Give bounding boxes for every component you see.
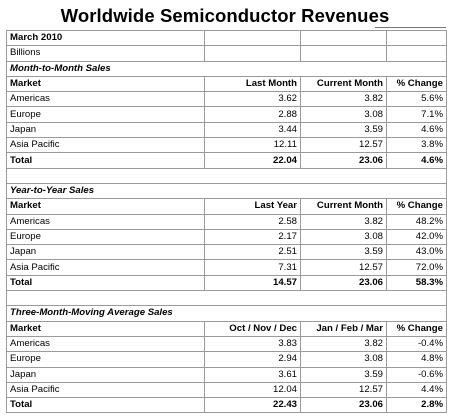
value-cell: 2.88: [205, 107, 301, 122]
total-row: [7, 153, 447, 168]
value-cell: 3.59: [301, 122, 387, 137]
market-cell: Japan: [7, 245, 205, 260]
column-header-row: [7, 76, 447, 91]
empty-cell: [301, 291, 387, 306]
section-heading: Three-Month-Moving Average Sales: [7, 306, 447, 321]
value-cell: 5.6%: [387, 92, 447, 107]
spacer-row: [7, 291, 447, 306]
section-heading-row: [7, 183, 447, 198]
table-row: [7, 92, 447, 107]
value-cell: 3.08: [301, 107, 387, 122]
value-cell: 2.58: [205, 214, 301, 229]
value-cell: 3.59: [301, 245, 387, 260]
value-cell: 4.4%: [387, 382, 447, 397]
spacer-row: [7, 168, 447, 183]
value-cell: 3.08: [301, 352, 387, 367]
units-cell: Billions: [7, 46, 205, 61]
section-heading-row: [7, 61, 447, 76]
total-value: 23.06: [301, 275, 387, 290]
value-cell: -0.6%: [387, 367, 447, 382]
value-cell: 3.82: [301, 336, 387, 351]
value-cell: 3.83: [205, 336, 301, 351]
market-cell: Asia Pacific: [7, 382, 205, 397]
empty-cell: [7, 291, 205, 306]
column-header: Market: [7, 76, 205, 91]
value-cell: 2.51: [205, 245, 301, 260]
value-cell: 4.6%: [387, 122, 447, 137]
table-row: [7, 336, 447, 351]
value-cell: 12.04: [205, 382, 301, 397]
value-cell: 42.0%: [387, 229, 447, 244]
market-cell: Americas: [7, 336, 205, 351]
empty-cell: [205, 168, 301, 183]
column-header: Current Month: [301, 76, 387, 91]
column-header: % Change: [387, 321, 447, 336]
value-cell: 3.61: [205, 367, 301, 382]
value-cell: 3.8%: [387, 138, 447, 153]
total-value: 14.57: [205, 275, 301, 290]
total-label: Total: [7, 275, 205, 290]
column-header: Last Year: [205, 199, 301, 214]
title-underline: [375, 27, 446, 28]
value-cell: 2.94: [205, 352, 301, 367]
value-cell: 4.8%: [387, 352, 447, 367]
market-cell: Japan: [7, 122, 205, 137]
section-heading-row: [7, 306, 447, 321]
value-cell: 3.82: [301, 92, 387, 107]
value-cell: 48.2%: [387, 214, 447, 229]
units-row: [7, 46, 447, 61]
market-cell: Europe: [7, 107, 205, 122]
column-header: Jan / Feb / Mar: [301, 321, 387, 336]
empty-cell: [387, 31, 447, 46]
value-cell: 12.57: [301, 138, 387, 153]
column-header: Last Month: [205, 76, 301, 91]
section-heading: Month-to-Month Sales: [7, 61, 447, 76]
empty-cell: [205, 46, 301, 61]
total-value: 58.3%: [387, 275, 447, 290]
value-cell: 72.0%: [387, 260, 447, 275]
total-value: 2.8%: [387, 398, 447, 413]
sheet-title: Worldwide Semiconductor Revenues: [60, 5, 390, 26]
column-header: Current Month: [301, 199, 387, 214]
empty-cell: [205, 291, 301, 306]
value-cell: 43.0%: [387, 245, 447, 260]
value-cell: 7.1%: [387, 107, 447, 122]
table-row: [7, 214, 447, 229]
table-row: [7, 122, 447, 137]
total-value: 4.6%: [387, 153, 447, 168]
revenue-table: [6, 30, 447, 413]
value-cell: 12.57: [301, 382, 387, 397]
table-row: [7, 138, 447, 153]
value-cell: 12.11: [205, 138, 301, 153]
value-cell: 3.08: [301, 229, 387, 244]
market-cell: Japan: [7, 367, 205, 382]
total-label: Total: [7, 153, 205, 168]
market-cell: Europe: [7, 352, 205, 367]
column-header: % Change: [387, 199, 447, 214]
empty-cell: [387, 46, 447, 61]
value-cell: 3.59: [301, 367, 387, 382]
date-cell: March 2010: [7, 31, 205, 46]
empty-cell: [301, 168, 387, 183]
value-cell: 7.31: [205, 260, 301, 275]
empty-cell: [301, 31, 387, 46]
total-value: 23.06: [301, 398, 387, 413]
section-heading: Year-to-Year Sales: [7, 183, 447, 198]
table-row: [7, 245, 447, 260]
market-cell: Americas: [7, 92, 205, 107]
table-row: [7, 352, 447, 367]
market-cell: Europe: [7, 229, 205, 244]
empty-cell: [387, 168, 447, 183]
date-row: [7, 31, 447, 46]
column-header-row: [7, 321, 447, 336]
table-row: [7, 107, 447, 122]
total-value: 23.06: [301, 153, 387, 168]
total-row: [7, 398, 447, 413]
value-cell: 12.57: [301, 260, 387, 275]
column-header-row: [7, 199, 447, 214]
value-cell: 3.62: [205, 92, 301, 107]
total-value: 22.43: [205, 398, 301, 413]
table-row: [7, 229, 447, 244]
table-row: [7, 260, 447, 275]
column-header: Market: [7, 321, 205, 336]
market-cell: Americas: [7, 214, 205, 229]
total-row: [7, 275, 447, 290]
revenue-table-body: [7, 31, 447, 413]
column-header: % Change: [387, 76, 447, 91]
value-cell: -0.4%: [387, 336, 447, 351]
total-value: 22.04: [205, 153, 301, 168]
total-label: Total: [7, 398, 205, 413]
market-cell: Asia Pacific: [7, 138, 205, 153]
column-header: Market: [7, 199, 205, 214]
value-cell: 3.82: [301, 214, 387, 229]
empty-cell: [7, 168, 205, 183]
empty-cell: [387, 291, 447, 306]
value-cell: 3.44: [205, 122, 301, 137]
empty-cell: [205, 31, 301, 46]
value-cell: 2.17: [205, 229, 301, 244]
table-row: [7, 382, 447, 397]
market-cell: Asia Pacific: [7, 260, 205, 275]
table-row: [7, 367, 447, 382]
column-header: Oct / Nov / Dec: [205, 321, 301, 336]
empty-cell: [301, 46, 387, 61]
